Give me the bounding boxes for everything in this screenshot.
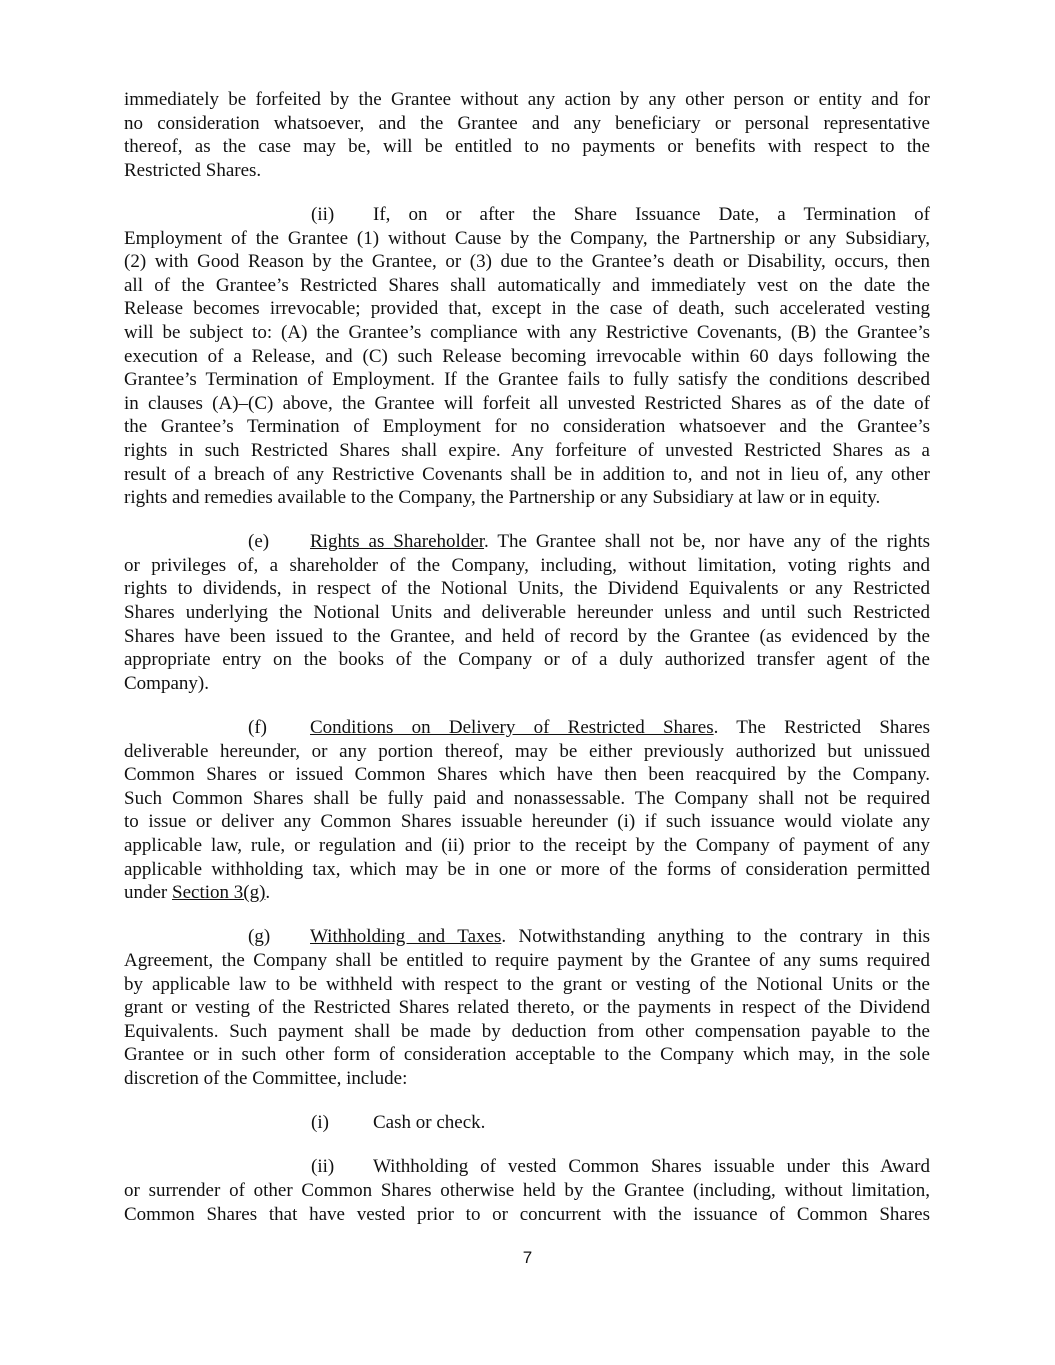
text-line: all of the Grantee’s Restricted Shares shall automatically and immediately vest on the date the [124, 274, 930, 296]
text-line: result of a breach of any Restrictive Covenants shall be in addition to, and not in lieu of, any other [124, 463, 930, 485]
clause-text: Cash or check. [373, 1112, 486, 1134]
text-line: in clauses (A)–(C) above, the Grantee will forfeit all unvested Restricted Shares as of the date of [124, 392, 930, 414]
text-line: Restricted Shares. [124, 159, 262, 181]
text-line: rights to dividends, in respect of the Notional Units, the Dividend Equivalents or any Restricted [124, 578, 930, 600]
text-line [124, 881, 930, 905]
text-line [124, 530, 930, 554]
text-line: execution of a Release, and (C) such Release becoming irrevocable within 60 days following the [124, 345, 930, 367]
text-line: grant or vesting of the Restricted Shares related thereto, or the payments in respect of the Dividend [124, 997, 930, 1019]
text-line: Release becomes irrevocable; provided that, except in the case of death, such accelerated vesting [124, 298, 930, 320]
text-line: or surrender of other Common Shares otherwise held by the Grantee (including, without limitation, [124, 1179, 930, 1201]
text-line [124, 716, 930, 740]
clause-label: (i) [311, 1112, 329, 1134]
section-g-withholding-and-taxes [124, 925, 930, 1090]
text-line: Grantee or in such other form of consideration acceptable to the Company which may, in the sole [124, 1044, 930, 1066]
text-line: or privileges of, a shareholder of the Company, including, without limitation, voting rights and [124, 554, 930, 576]
text-line: deliverable hereunder, or any portion thereof, may be either previously authorized but unissued [124, 740, 930, 762]
text-line: applicable law, rule, or regulation and (ii) prior to the receipt by the Company of payment of any [124, 835, 930, 856]
text-line: immediately be forfeited by the Grantee without any action by any other person or entity and for [124, 89, 930, 110]
text-line: Company). [124, 672, 209, 694]
text-line: will be subject to: (A) the Grantee’s compliance with any Restrictive Covenants, (B) the Grantee’s [124, 321, 930, 343]
text-line [124, 1155, 930, 1179]
section-first-line: . The Grantee shall not be, nor have any of the rights [484, 531, 930, 553]
clause-label: (ii) [311, 203, 335, 225]
text-line: Shares underlying the Notional Units and deliverable hereunder unless and until such Restricted [124, 602, 930, 624]
text-fragment: . [265, 882, 271, 904]
section-label: (g) [248, 926, 271, 948]
section-heading: Withholding and Taxes [310, 926, 502, 948]
text-line: Common Shares that have vested prior to or concurrent with the issuance of Common Shares [124, 1203, 930, 1225]
text-line: rights and remedies available to the Company, the Partnership or any Subsidiary at law or in equity. [124, 487, 881, 509]
section-heading: Conditions on Delivery of Restricted Shares [310, 717, 714, 739]
clause-g-ii-withholding-shares [124, 1155, 930, 1226]
section-heading: Rights as Shareholder [310, 531, 485, 553]
text-line: Shares have been issued to the Grantee, and held of record by the Grantee (as evidenced by the [124, 625, 930, 647]
text-line: thereof, as the case may be, will be entitled to no payments or benefits with respect to the [124, 136, 930, 158]
text-line: to issue or deliver any Common Shares issuable hereunder (i) if such issuance would violate any [124, 811, 930, 833]
text-line: (2) with Good Reason by the Grantee, or (3) due to the Grantee’s death or Disability, occurs, then [124, 251, 930, 273]
text-line: Agreement, the Company shall be entitled to require payment by the Grantee of any sums required [124, 949, 930, 971]
section-first-line: . The Restricted Shares [713, 717, 930, 739]
clause-first-line: If, on or after the Share Issuance Date, a Termination of [373, 203, 930, 225]
text-line: the Grantee’s Termination of Employment for no consideration whatsoever and the Grantee’s [124, 416, 930, 438]
text-line: Equivalents. Such payment shall be made by deduction from other compensation payable to the [124, 1020, 930, 1042]
text-line: no consideration whatsoever, and the Grantee and any beneficiary or personal representative [124, 112, 930, 134]
section-first-line: . Notwithstanding anything to the contrary in this [501, 926, 930, 948]
text-line: Employment of the Grantee (1) without Cause by the Company, the Partnership or any Subsidiary, [124, 227, 930, 249]
text-fragment: under [124, 882, 173, 904]
paragraph-forfeiture-continuation [124, 88, 930, 182]
page-number: 7 [522, 1248, 533, 1267]
text-line: appropriate entry on the books of the Company or of a duly authorized transfer agent of the [124, 649, 930, 671]
text-line: by applicable law to be withheld with respect to the grant or vesting of the Notional Units or the [124, 973, 930, 995]
text-line [124, 925, 930, 949]
text-line: Such Common Shares shall be fully paid and nonassessable. The Company shall not be required [124, 787, 930, 809]
section-f-conditions-on-delivery [124, 716, 930, 905]
text-line [124, 1111, 930, 1135]
clause-label: (ii) [311, 1156, 335, 1178]
section-label: (e) [248, 531, 270, 553]
section-label: (f) [248, 717, 267, 739]
paragraph-termination-ii [124, 203, 930, 510]
page-body [124, 88, 930, 1247]
section-reference-link: Section 3(g) [172, 882, 266, 904]
text-line: rights in such Restricted Shares shall expire. Any forfeiture of unvested Restricted Shares as a [124, 439, 930, 461]
clause-first-line: Withholding of vested Common Shares issuable under this Award [373, 1156, 930, 1178]
text-line: Grantee’s Termination of Employment. If the Grantee fails to fully satisfy the conditions described [124, 369, 930, 391]
text-line: discretion of the Committee, include: [124, 1067, 408, 1089]
text-line: Common Shares or issued Common Shares which have then been reacquired by the Company. [124, 764, 930, 786]
section-e-rights-as-shareholder [124, 530, 930, 695]
text-line [124, 203, 930, 227]
clause-g-i-cash [124, 1111, 930, 1135]
text-line: applicable withholding tax, which may be in one or more of the forms of consideration permitted [124, 858, 930, 880]
